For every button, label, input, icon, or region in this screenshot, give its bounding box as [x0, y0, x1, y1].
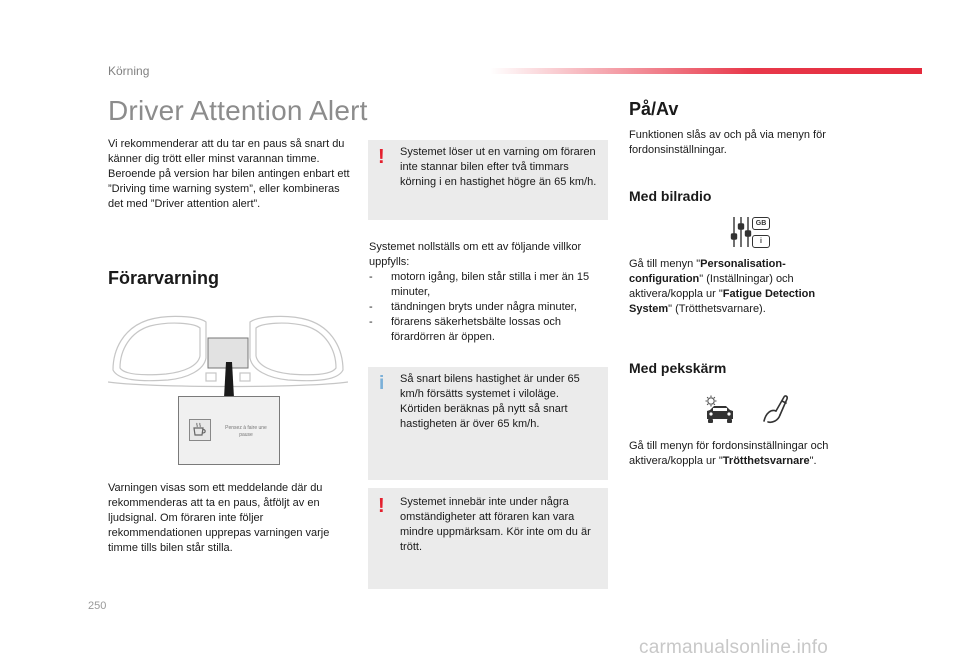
- touch-text-part1: Gå till menyn för fordonsinställningar och aktivera/koppla ur ": [629, 440, 829, 467]
- watermark: carmanualsonline.info: [639, 637, 829, 658]
- screen-message-line2: pause: [239, 432, 253, 438]
- steering-wheel-hand-icon: [760, 393, 794, 425]
- list-item: [369, 300, 609, 315]
- list-dash: -: [369, 316, 373, 328]
- list-item: [369, 315, 609, 345]
- warning-icon: !: [378, 146, 385, 168]
- info-box: [368, 367, 608, 480]
- gb-badge: GB: [752, 217, 770, 230]
- list-dash: -: [369, 271, 373, 283]
- header-divider: [490, 68, 922, 74]
- list-item: [369, 270, 609, 300]
- warning-icon: !: [378, 495, 385, 517]
- onoff-heading: På/Av: [629, 99, 679, 119]
- screen-message-line1: Pensez à faire une: [225, 425, 267, 431]
- intro-paragraph: Vi rekommenderar att du tar en paus så snart du känner dig trött eller minst varannan timme. Beroende på version har bilen antingen enbart ett ”Driving time warning system”, eller kombineras det med ”Driver attention alert”.: [108, 138, 350, 210]
- warning-box-1: [368, 140, 608, 220]
- warning-caption: Varningen visas som ett meddelande där du rekommenderas att ta en paus, åtföljt av en ljudsignal. Om föraren inte följer rekommendationen upprepas varningen varje timme tills bilen står stilla.: [108, 482, 330, 554]
- warning-screen: [178, 396, 280, 465]
- info-badge: i: [752, 235, 770, 248]
- list-item-text: motorn igång, bilen står stilla i mer än 15 minuter,: [391, 271, 590, 298]
- radio-instructions: [629, 257, 854, 317]
- warning-box-2: [368, 488, 608, 589]
- car-settings-icon: [702, 393, 738, 425]
- warning-text-2: Systemet innebär inte under några omständigheter att föraren kan vara mindre uppmärksam. Kör inte om du är trött.: [400, 496, 591, 553]
- info-icon: i: [379, 373, 385, 394]
- radio-text-part2: " (Inställningar) och aktivera/koppla ur ": [629, 273, 794, 300]
- section-label: Körning: [108, 64, 150, 78]
- touchscreen-instructions: [629, 439, 854, 469]
- radio-text-part1: Gå till menyn ": [629, 258, 701, 270]
- radio-function-name: Fatigue Detection System: [629, 288, 816, 315]
- radio-menu-name: Personalisation-configuration: [629, 258, 786, 285]
- coffee-cup-icon: [189, 419, 211, 441]
- driver-warning-heading: Förarvarning: [108, 268, 220, 288]
- list-item-text: tändningen bryts under några minuter,: [391, 301, 577, 313]
- touchscreen-heading: Med pekskärm: [629, 360, 727, 376]
- reset-conditions: [369, 240, 609, 345]
- info-text: Så snart bilens hastighet är under 65 km/h försätts systemet i viloläge. Körtiden beräknas på nytt så snart hastigheten är över 65 km/h.: [400, 373, 580, 430]
- page-number: 250: [88, 600, 107, 612]
- touch-text-part2: ".: [809, 455, 817, 467]
- onoff-text: Funktionen slås av och på via menyn för fordonsinställningar.: [629, 129, 826, 156]
- screen-message: [215, 425, 277, 439]
- radio-text-part3: " (Trötthetsvarnare).: [668, 303, 766, 315]
- page-title: Driver Attention Alert: [108, 95, 368, 126]
- list-item-text: förarens säkerhetsbälte lossas och förardörren är öppen.: [391, 316, 561, 343]
- settings-sliders-icon: [730, 214, 770, 250]
- list-dash: -: [369, 301, 373, 313]
- warning-text-1: Systemet löser ut en varning om föraren inte stannar bilen efter två timmars körning i en hastighet högre än 65 km/h.: [400, 146, 597, 188]
- reset-intro: Systemet nollställs om ett av följande villkor uppfylls:: [369, 241, 582, 268]
- radio-heading: Med bilradio: [629, 188, 712, 204]
- touch-function-name: Trötthetsvarnare: [722, 455, 810, 467]
